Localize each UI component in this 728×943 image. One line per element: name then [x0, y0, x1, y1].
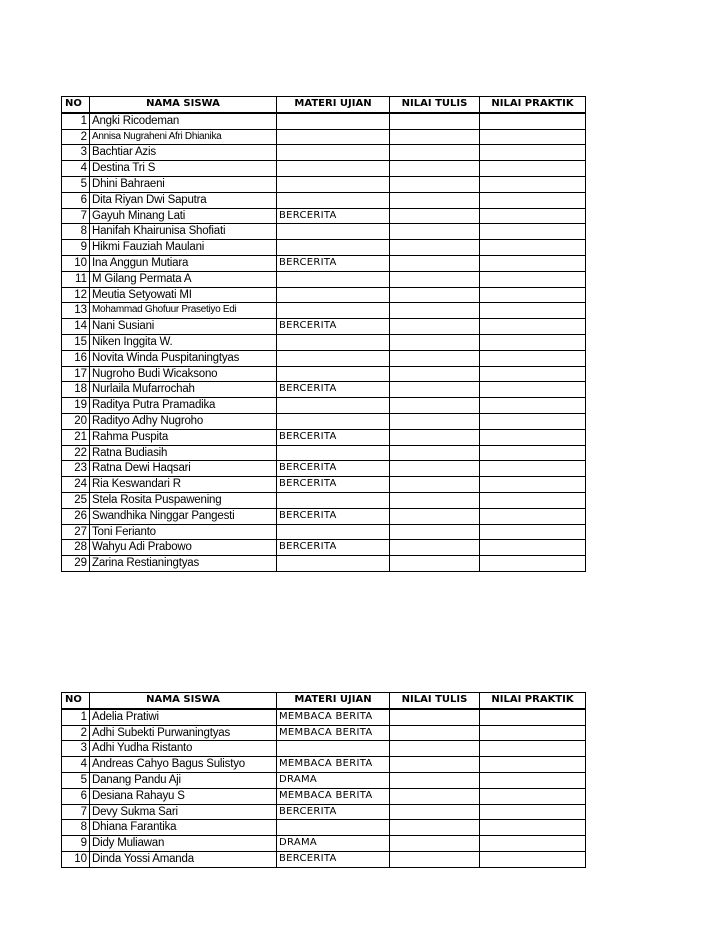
student-name: Adhi Subekti Purwaningtyas — [90, 725, 277, 741]
student-name: Ratna Budiasih — [90, 445, 277, 461]
student-name: Dhini Bahraeni — [90, 176, 277, 192]
student-table-1 — [61, 96, 586, 572]
table-row — [62, 461, 586, 477]
student-name: M Gilang Permata A — [90, 271, 277, 287]
exam-material — [277, 113, 390, 129]
row-number: 2 — [62, 129, 90, 145]
table-row — [62, 540, 586, 556]
row-number: 17 — [62, 366, 90, 382]
student-name: Destina Tri S — [90, 161, 277, 177]
row-number: 6 — [62, 192, 90, 208]
exam-material — [277, 303, 390, 319]
row-number: 25 — [62, 492, 90, 508]
nilai-praktik-cell — [480, 413, 586, 429]
table-row — [62, 556, 586, 572]
table-row — [62, 145, 586, 161]
student-name: Mohammad Ghofuur Prasetiyo Edi — [90, 303, 277, 319]
nilai-praktik-cell — [480, 492, 586, 508]
exam-material: BERCERITA — [277, 851, 390, 867]
table-row — [62, 350, 586, 366]
header-name: NAMA SISWA — [90, 97, 277, 113]
row-number: 9 — [62, 240, 90, 256]
student-name: Adhi Yudha Ristanto — [90, 741, 277, 757]
student-name: Ina Anggun Mutiara — [90, 255, 277, 271]
nilai-tulis-cell — [390, 540, 480, 556]
header-materi: MATERI UJIAN — [277, 693, 390, 709]
nilai-tulis-cell — [390, 382, 480, 398]
student-name: Didy Muliawan — [90, 836, 277, 852]
table-row — [62, 429, 586, 445]
table-row — [62, 725, 586, 741]
exam-material — [277, 334, 390, 350]
exam-material: BERCERITA — [277, 429, 390, 445]
table-row — [62, 224, 586, 240]
row-number: 2 — [62, 725, 90, 741]
header-praktik: NILAI PRAKTIK — [480, 693, 586, 709]
row-number: 16 — [62, 350, 90, 366]
nilai-tulis-cell — [390, 788, 480, 804]
exam-material — [277, 492, 390, 508]
nilai-tulis-cell — [390, 524, 480, 540]
table-row — [62, 192, 586, 208]
nilai-praktik-cell — [480, 709, 586, 725]
exam-material: BERCERITA — [277, 208, 390, 224]
row-number: 1 — [62, 113, 90, 129]
student-name: Nugroho Budi Wicaksono — [90, 366, 277, 382]
header-tulis: NILAI TULIS — [390, 693, 480, 709]
nilai-praktik-cell — [480, 366, 586, 382]
nilai-tulis-cell — [390, 772, 480, 788]
header-no: NO — [62, 97, 90, 113]
student-name: Toni Ferianto — [90, 524, 277, 540]
nilai-tulis-cell — [390, 820, 480, 836]
student-name: Annisa Nugraheni Afri Dhianika — [90, 129, 277, 145]
exam-material — [277, 398, 390, 414]
exam-material — [277, 176, 390, 192]
row-number: 1 — [62, 709, 90, 725]
student-name: Dinda Yossi Amanda — [90, 851, 277, 867]
nilai-praktik-cell — [480, 334, 586, 350]
exam-material: DRAMA — [277, 836, 390, 852]
header-no: NO — [62, 693, 90, 709]
table-row — [62, 757, 586, 773]
student-name: Angki Ricodeman — [90, 113, 277, 129]
nilai-praktik-cell — [480, 224, 586, 240]
nilai-tulis-cell — [390, 556, 480, 572]
table-row — [62, 741, 586, 757]
exam-material — [277, 524, 390, 540]
student-name: Raditya Putra Pramadika — [90, 398, 277, 414]
table-row — [62, 851, 586, 867]
exam-material — [277, 556, 390, 572]
row-number: 8 — [62, 820, 90, 836]
nilai-tulis-cell — [390, 129, 480, 145]
nilai-praktik-cell — [480, 113, 586, 129]
nilai-tulis-cell — [390, 804, 480, 820]
student-name: Zarina Restianingtyas — [90, 556, 277, 572]
nilai-tulis-cell — [390, 741, 480, 757]
nilai-praktik-cell — [480, 303, 586, 319]
row-number: 6 — [62, 788, 90, 804]
nilai-praktik-cell — [480, 129, 586, 145]
nilai-tulis-cell — [390, 287, 480, 303]
table-row — [62, 319, 586, 335]
exam-material — [277, 413, 390, 429]
table-row — [62, 113, 586, 129]
table-row — [62, 382, 586, 398]
nilai-praktik-cell — [480, 240, 586, 256]
header-materi: MATERI UJIAN — [277, 97, 390, 113]
nilai-praktik-cell — [480, 772, 586, 788]
table-row — [62, 208, 586, 224]
table-row — [62, 709, 586, 725]
nilai-tulis-cell — [390, 492, 480, 508]
exam-material: BERCERITA — [277, 804, 390, 820]
table-row — [62, 161, 586, 177]
table-row — [62, 445, 586, 461]
student-name: Hanifah Khairunisa Shofiati — [90, 224, 277, 240]
nilai-praktik-cell — [480, 350, 586, 366]
student-name: Rahma Puspita — [90, 429, 277, 445]
exam-material: DRAMA — [277, 772, 390, 788]
table-row — [62, 413, 586, 429]
nilai-tulis-cell — [390, 271, 480, 287]
table-row — [62, 492, 586, 508]
row-number: 8 — [62, 224, 90, 240]
exam-material — [277, 820, 390, 836]
nilai-tulis-cell — [390, 240, 480, 256]
nilai-tulis-cell — [390, 255, 480, 271]
table-row — [62, 176, 586, 192]
nilai-tulis-cell — [390, 477, 480, 493]
nilai-tulis-cell — [390, 176, 480, 192]
student-name: Novita Winda Puspitaningtyas — [90, 350, 277, 366]
row-number: 9 — [62, 836, 90, 852]
exam-material — [277, 350, 390, 366]
row-number: 5 — [62, 772, 90, 788]
exam-material — [277, 161, 390, 177]
nilai-praktik-cell — [480, 820, 586, 836]
nilai-praktik-cell — [480, 508, 586, 524]
nilai-praktik-cell — [480, 836, 586, 852]
nilai-praktik-cell — [480, 287, 586, 303]
nilai-praktik-cell — [480, 429, 586, 445]
nilai-praktik-cell — [480, 161, 586, 177]
exam-material — [277, 224, 390, 240]
nilai-tulis-cell — [390, 836, 480, 852]
student-name: Andreas Cahyo Bagus Sulistyo — [90, 757, 277, 773]
student-name: Nurlaila Mufarrochah — [90, 382, 277, 398]
student-name: Niken Inggita W. — [90, 334, 277, 350]
student-name: Adelia Pratiwi — [90, 709, 277, 725]
row-number: 3 — [62, 741, 90, 757]
exam-material — [277, 445, 390, 461]
nilai-tulis-cell — [390, 851, 480, 867]
table-row — [62, 334, 586, 350]
student-name: Danang Pandu Aji — [90, 772, 277, 788]
exam-material: MEMBACA BERITA — [277, 725, 390, 741]
header-praktik: NILAI PRAKTIK — [480, 97, 586, 113]
nilai-tulis-cell — [390, 145, 480, 161]
row-number: 12 — [62, 287, 90, 303]
table-row — [62, 129, 586, 145]
table-row — [62, 366, 586, 382]
student-name: Desiana Rahayu S — [90, 788, 277, 804]
nilai-tulis-cell — [390, 508, 480, 524]
row-number: 3 — [62, 145, 90, 161]
row-number: 7 — [62, 208, 90, 224]
nilai-tulis-cell — [390, 445, 480, 461]
nilai-praktik-cell — [480, 319, 586, 335]
table-row — [62, 804, 586, 820]
nilai-tulis-cell — [390, 192, 480, 208]
student-name: Devy Sukma Sari — [90, 804, 277, 820]
nilai-tulis-cell — [390, 413, 480, 429]
exam-material: BERCERITA — [277, 382, 390, 398]
header-row — [62, 693, 586, 709]
student-name: Dita Riyan Dwi Saputra — [90, 192, 277, 208]
nilai-tulis-cell — [390, 725, 480, 741]
row-number: 5 — [62, 176, 90, 192]
table-row — [62, 398, 586, 414]
table-row — [62, 788, 586, 804]
student-name: Wahyu Adi Prabowo — [90, 540, 277, 556]
table-row — [62, 508, 586, 524]
exam-material: MEMBACA BERITA — [277, 709, 390, 725]
table-row — [62, 820, 586, 836]
header-name: NAMA SISWA — [90, 693, 277, 709]
nilai-praktik-cell — [480, 804, 586, 820]
row-number: 24 — [62, 477, 90, 493]
row-number: 18 — [62, 382, 90, 398]
row-number: 14 — [62, 319, 90, 335]
exam-material — [277, 240, 390, 256]
row-number: 15 — [62, 334, 90, 350]
table-row — [62, 772, 586, 788]
row-number: 29 — [62, 556, 90, 572]
nilai-tulis-cell — [390, 366, 480, 382]
student-name: Stela Rosita Puspawening — [90, 492, 277, 508]
row-number: 4 — [62, 161, 90, 177]
exam-material: BERCERITA — [277, 255, 390, 271]
nilai-praktik-cell — [480, 757, 586, 773]
nilai-tulis-cell — [390, 319, 480, 335]
table-row — [62, 287, 586, 303]
row-number: 20 — [62, 413, 90, 429]
nilai-tulis-cell — [390, 113, 480, 129]
nilai-tulis-cell — [390, 350, 480, 366]
nilai-tulis-cell — [390, 709, 480, 725]
exam-material — [277, 287, 390, 303]
table-row — [62, 477, 586, 493]
exam-material — [277, 192, 390, 208]
student-name: Meutia Setyowati MI — [90, 287, 277, 303]
exam-material: MEMBACA BERITA — [277, 757, 390, 773]
row-number: 11 — [62, 271, 90, 287]
student-name: Swandhika Ninggar Pangesti — [90, 508, 277, 524]
table-row — [62, 524, 586, 540]
exam-material — [277, 145, 390, 161]
row-number: 4 — [62, 757, 90, 773]
row-number: 10 — [62, 255, 90, 271]
nilai-praktik-cell — [480, 255, 586, 271]
exam-material — [277, 271, 390, 287]
nilai-praktik-cell — [480, 556, 586, 572]
nilai-tulis-cell — [390, 161, 480, 177]
nilai-praktik-cell — [480, 741, 586, 757]
nilai-tulis-cell — [390, 757, 480, 773]
nilai-praktik-cell — [480, 208, 586, 224]
exam-material — [277, 129, 390, 145]
nilai-praktik-cell — [480, 524, 586, 540]
nilai-praktik-cell — [480, 145, 586, 161]
nilai-praktik-cell — [480, 477, 586, 493]
nilai-tulis-cell — [390, 429, 480, 445]
student-name: Radityo Adhy Nugroho — [90, 413, 277, 429]
nilai-tulis-cell — [390, 208, 480, 224]
exam-material: BERCERITA — [277, 461, 390, 477]
header-tulis: NILAI TULIS — [390, 97, 480, 113]
nilai-tulis-cell — [390, 398, 480, 414]
student-name: Gayuh Minang Lati — [90, 208, 277, 224]
row-number: 19 — [62, 398, 90, 414]
row-number: 7 — [62, 804, 90, 820]
nilai-praktik-cell — [480, 851, 586, 867]
exam-material: BERCERITA — [277, 540, 390, 556]
exam-material — [277, 741, 390, 757]
table-row — [62, 255, 586, 271]
student-name: Bachtiar Azis — [90, 145, 277, 161]
student-table-2 — [61, 692, 586, 868]
nilai-praktik-cell — [480, 540, 586, 556]
row-number: 23 — [62, 461, 90, 477]
exam-material: MEMBACA BERITA — [277, 788, 390, 804]
nilai-tulis-cell — [390, 461, 480, 477]
student-name: Ratna Dewi Haqsari — [90, 461, 277, 477]
row-number: 13 — [62, 303, 90, 319]
nilai-praktik-cell — [480, 461, 586, 477]
nilai-praktik-cell — [480, 192, 586, 208]
table-row — [62, 240, 586, 256]
student-name: Ria Keswandari R — [90, 477, 277, 493]
table-row — [62, 271, 586, 287]
row-number: 10 — [62, 851, 90, 867]
nilai-tulis-cell — [390, 303, 480, 319]
row-number: 26 — [62, 508, 90, 524]
student-name: Hikmi Fauziah Maulani — [90, 240, 277, 256]
exam-material: BERCERITA — [277, 477, 390, 493]
table-row — [62, 303, 586, 319]
nilai-praktik-cell — [480, 725, 586, 741]
exam-material: BERCERITA — [277, 508, 390, 524]
nilai-praktik-cell — [480, 398, 586, 414]
nilai-praktik-cell — [480, 176, 586, 192]
exam-material — [277, 366, 390, 382]
row-number: 27 — [62, 524, 90, 540]
nilai-praktik-cell — [480, 445, 586, 461]
nilai-tulis-cell — [390, 224, 480, 240]
header-row — [62, 97, 586, 113]
nilai-praktik-cell — [480, 382, 586, 398]
row-number: 22 — [62, 445, 90, 461]
table-row — [62, 836, 586, 852]
exam-material: BERCERITA — [277, 319, 390, 335]
nilai-praktik-cell — [480, 788, 586, 804]
nilai-tulis-cell — [390, 334, 480, 350]
student-name: Nani Susiani — [90, 319, 277, 335]
student-name: Dhiana Farantika — [90, 820, 277, 836]
row-number: 21 — [62, 429, 90, 445]
row-number: 28 — [62, 540, 90, 556]
nilai-praktik-cell — [480, 271, 586, 287]
